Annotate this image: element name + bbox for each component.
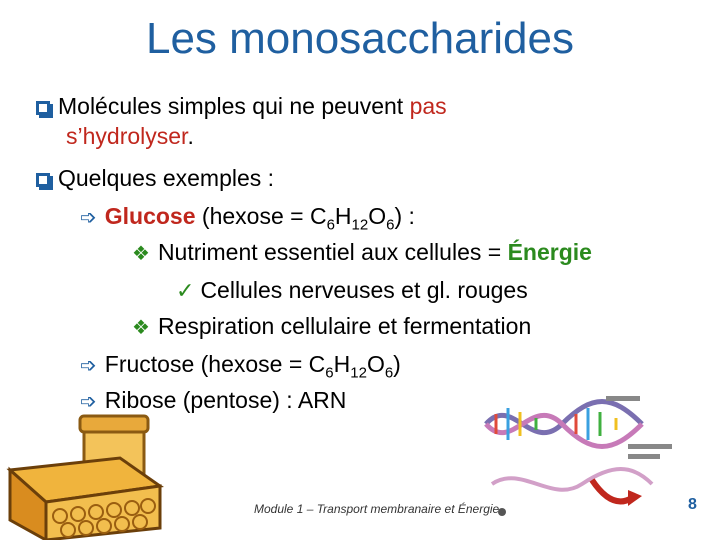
formula-part: O (368, 203, 387, 229)
formula-sub: 6 (326, 216, 335, 234)
formula-part: Fructose (hexose = C (104, 351, 326, 377)
slide-title: Les monosaccharides (145, 14, 574, 63)
bullet-text: Quelques exemples : (58, 165, 275, 191)
item-text: Cellules nerveuses et gl. rouges (200, 277, 528, 303)
item-cellules (176, 276, 528, 305)
item-respiration (132, 312, 531, 342)
item-fructose (80, 350, 401, 380)
formula-part: O (366, 351, 385, 377)
dna-rna-illustration (482, 384, 678, 524)
page-number: 8 (688, 496, 697, 513)
formula-part: H (333, 351, 351, 377)
highlight-energie: Énergie (507, 239, 592, 265)
highlight-hydrolyser: s’hydrolyser (66, 123, 188, 149)
formula-part: ) (393, 351, 401, 377)
item-glucose (80, 202, 415, 232)
bullet-text: Molécules simples qui ne peuvent (58, 93, 410, 119)
square-bullet-icon (36, 101, 50, 115)
bullet-exemples (36, 164, 274, 192)
item-nutriment (132, 238, 592, 268)
arrow-bullet-icon: ➩ (80, 207, 97, 229)
square-bullet-icon (36, 173, 50, 187)
formula-sub: 6 (384, 364, 394, 382)
formula-sub: 12 (351, 216, 369, 234)
formula-sub: 6 (386, 216, 395, 234)
footer-text: Module 1 – Transport membranaire et Énergie (254, 502, 500, 516)
formula-sub: 6 (325, 364, 334, 382)
glucose-name: Glucose (104, 203, 196, 229)
formula-part: (hexose = C (195, 203, 327, 229)
item-text: Respiration cellulaire et fermentation (157, 313, 532, 339)
diamond-bullet-icon: ❖ (132, 243, 150, 265)
bullet-molecules-cont (66, 122, 194, 150)
bullet-molecules (36, 92, 447, 120)
item-text: Ribose (pentose) : ARN (104, 387, 347, 413)
arrow-bullet-icon: ➩ (80, 355, 97, 377)
formula-part: H (334, 203, 352, 229)
bullet-period: . (187, 123, 194, 149)
diamond-bullet-icon: ❖ (132, 317, 150, 339)
formula-sub: 12 (350, 364, 367, 382)
formula-part: ) : (394, 203, 415, 229)
check-icon: ✓ (176, 278, 195, 303)
honey-clipart (0, 410, 180, 540)
arrow-bullet-icon: ➩ (80, 391, 97, 413)
highlight-pas: pas (409, 93, 447, 119)
item-text: Nutriment essentiel aux cellules = (157, 239, 508, 265)
